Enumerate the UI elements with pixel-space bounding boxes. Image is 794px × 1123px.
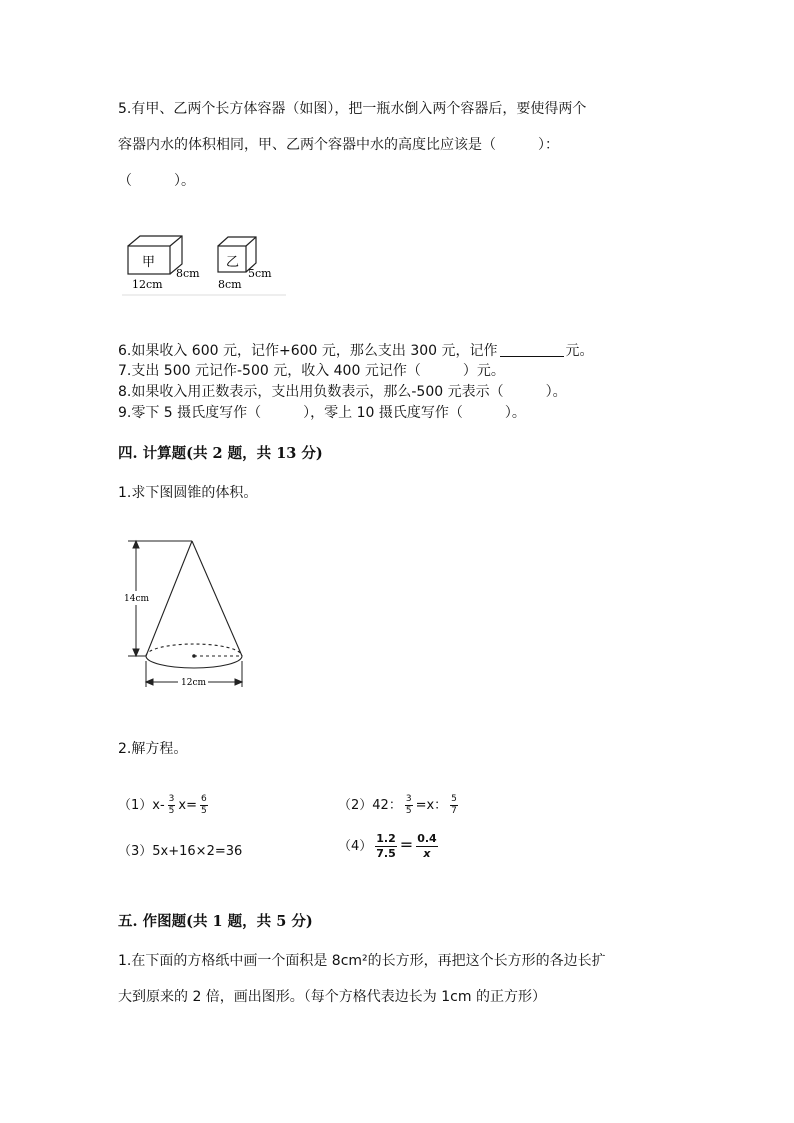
- container-yi-height: 5cm: [248, 267, 272, 280]
- s4-q2-text: 2.解方程。: [118, 741, 188, 757]
- s5-q1-line-2: 大到原来的 2 倍，画出图形。（每个方格代表边长为 1cm 的正方形）: [118, 989, 546, 1005]
- cone-shape: [146, 541, 242, 668]
- container-jia-height: 8cm: [176, 267, 200, 280]
- cone-figure: [122, 535, 252, 690]
- equation-1: （1）x- $\frac{3}{5}$ x= $\frac{6}{5}$: [118, 794, 207, 816]
- q5-line-1: 5.有甲、乙两个长方体容器（如图），把一瓶水倒入两个容器后，要使得两个: [118, 101, 587, 117]
- container-yi-width: 8cm: [218, 278, 242, 291]
- fraction: $\frac{3}{5}$: [405, 794, 412, 816]
- equation-4: （4） $\frac{1.2}{7.5}$ = $\frac{0.4}{x}$: [338, 832, 437, 860]
- q9-text: 9.零下 5 摄氏度写作（ ），零上 10 摄氏度写作（ ）。: [118, 405, 526, 421]
- q5-line-2: 容器内水的体积相同，甲、乙两个容器中水的高度比应该是（ ）：: [118, 137, 559, 153]
- section-5-heading: 五. 作图题(共 1 题，共 5 分): [118, 913, 313, 930]
- container-jia-width: 12cm: [132, 278, 163, 291]
- q6-answer-blank[interactable]: [500, 342, 564, 357]
- s4-q1-text: 1.求下图圆锥的体积。: [118, 485, 258, 501]
- fraction: $\frac{1.2}{7.5}$: [376, 832, 396, 860]
- cone-base-center: [192, 654, 196, 658]
- equation-2: （2）42： $\frac{3}{5}$ =x： $\frac{5}{7}$: [338, 794, 457, 816]
- q6-text: [118, 340, 594, 360]
- fraction: $\frac{6}{5}$: [200, 794, 207, 816]
- q5-line-3: （ ）。: [118, 173, 195, 189]
- q8-text: 8.如果收入用正数表示，支出用负数表示，那么-500 元表示（ ）。: [118, 384, 567, 400]
- q5-containers-figure: [118, 226, 288, 298]
- fraction: $\frac{0.4}{x}$: [417, 832, 437, 860]
- container-yi-label: 乙: [226, 255, 240, 270]
- s5-q1-line-1: 1.在下面的方格纸中画一个面积是 8cm²的长方形，再把这个长方形的各边长扩: [118, 953, 606, 969]
- cone-diameter-label: 12cm: [181, 678, 207, 688]
- q6-after: 元。: [565, 343, 594, 359]
- q7-text: 7.支出 500 元记作-500 元，收入 400 元记作（ ）元。: [118, 363, 505, 379]
- container-jia-label: 甲: [142, 255, 156, 270]
- q6-before: 6.如果收入 600 元，记作+600 元，那么支出 300 元，记作: [118, 343, 498, 359]
- cone-height-label: 14cm: [124, 594, 150, 604]
- fraction: $\frac{5}{7}$: [451, 794, 457, 816]
- section-4-heading: 四. 计算题(共 2 题，共 13 分): [118, 445, 323, 462]
- equation-3: （3）5x+16×2=36: [118, 844, 243, 859]
- fraction: $\frac{3}{5}$: [168, 794, 175, 816]
